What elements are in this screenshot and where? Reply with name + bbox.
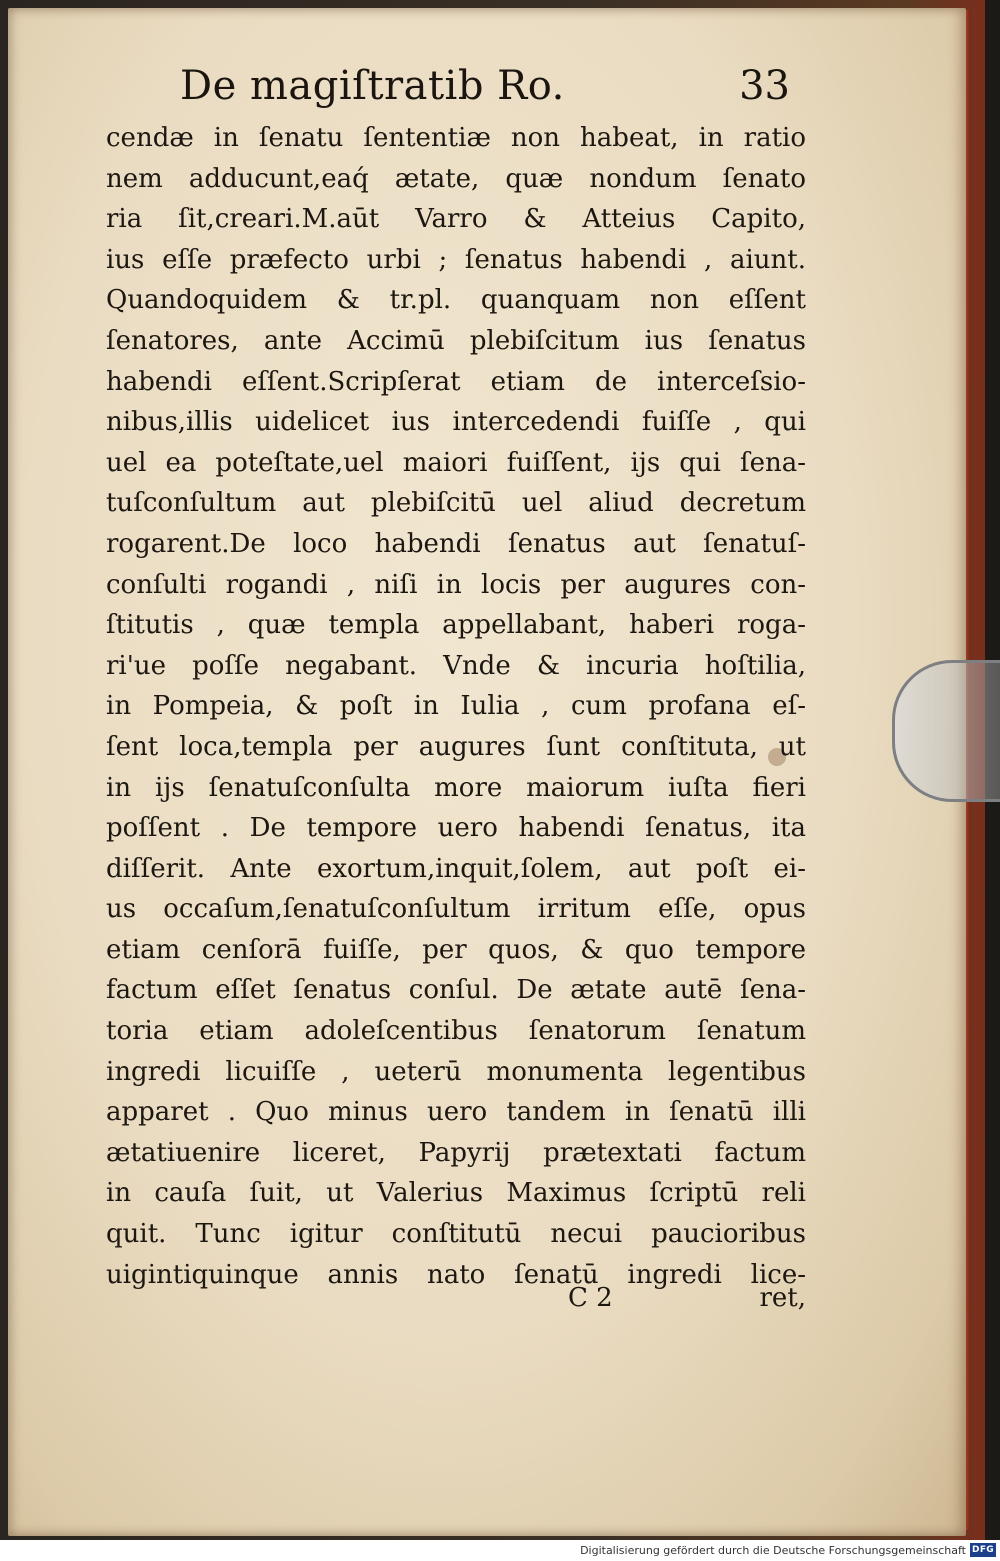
text-line: tuſconſultum aut plebiſcitū uel aliud decretum: [106, 488, 806, 519]
text-line: factum eſſet ſenatus conſul. De ætate autē ſena-: [106, 975, 806, 1006]
text-line: uel ea poteſtate,uel maiori fuiſſent, ijs qui ſena-: [106, 447, 806, 478]
text-line: ſent loca,templa per augures ſunt conſtituta, ut: [106, 731, 806, 762]
running-head: De magiſtratib Ro.: [180, 63, 565, 109]
text-line: in cauſa ſuit, ut Valerius Maximus ſcriptū reli: [106, 1178, 806, 1209]
text-line: us occaſum,ſenatuſconſultum irritum eſſe, opus: [106, 894, 806, 925]
page-header: [180, 58, 800, 118]
text-line: nibus,illis uidelicet ius intercedendi fuiſſe , qui: [106, 407, 806, 438]
text-line: habendi eſſent.Scripſerat etiam de interceſsio-: [106, 366, 806, 397]
text-line: ſenatores, ante Accimū plebiſcitum ius ſenatus: [106, 325, 806, 356]
page-footer: [106, 1278, 806, 1318]
signature-mark: C 2: [568, 1283, 613, 1313]
text-line: ri'ue poſſe negabant. Vnde & incuria hoſtilia,: [106, 650, 806, 681]
catchword: ret,: [759, 1283, 806, 1313]
text-line: conſulti rogandi , niſi in locis per augures con-: [106, 569, 806, 600]
text-line: nem adducunt,eaq́ ætate, quæ nondum ſenato: [106, 163, 806, 194]
text-line: in ijs ſenatuſconſulta more maiorum iuſta fieri: [106, 772, 806, 803]
text-line: ſtitutis , quæ templa appellabant, haberi roga-: [106, 610, 806, 641]
text-line: ius eſſe præfecto urbi ; ſenatus habendi , aiunt.: [106, 244, 806, 275]
credit-bar: [0, 1540, 1000, 1561]
text-line: uigintiquinque annis nato ſenatū ingredi lice-: [106, 1259, 806, 1290]
text-line: apparet . Quo minus uero tandem in ſenatū illi: [106, 1097, 806, 1128]
text-line: quit. Tunc igitur conſtitutū necui paucioribus: [106, 1219, 806, 1250]
text-line: poſſent . De tempore uero habendi ſenatus, ita: [106, 813, 806, 844]
page-number: 33: [739, 63, 790, 109]
funding-credit: Digitalisierung gefördert durch die Deutsche Forschungsgemeinschaft: [580, 1544, 966, 1557]
page-clip: [892, 660, 1000, 802]
text-line: rogarent.De loco habendi ſenatus aut ſenatuſ-: [106, 528, 806, 559]
text-line: toria etiam adoleſcentibus ſenatorum ſenatum: [106, 1016, 806, 1047]
text-line: cendæ in ſenatu ſententiæ non habeat, in ratio: [106, 123, 806, 153]
text-line: ria ſit,creari.M.aūt Varro & Atteius Capito,: [106, 204, 806, 235]
text-line: in Pompeia, & poſt in Iulia , cum profana eſ-: [106, 691, 806, 722]
text-line: diſſerit. Ante exortum,inquit,ſolem, aut poſt ei-: [106, 853, 806, 884]
text-line: ætatiuenire liceret, Papyrij prætextati factum: [106, 1137, 806, 1168]
text-line: Quandoquidem & tr.pl. quanquam non eſſent: [106, 285, 806, 316]
dfg-logo-icon: DFG: [970, 1543, 996, 1557]
text-line: ingredi licuiſſe , ueterū monumenta legentibus: [106, 1056, 806, 1087]
body-text: [106, 118, 806, 1295]
text-line: etiam cenſorā fuiſſe, per quos, & quo tempore: [106, 934, 806, 965]
